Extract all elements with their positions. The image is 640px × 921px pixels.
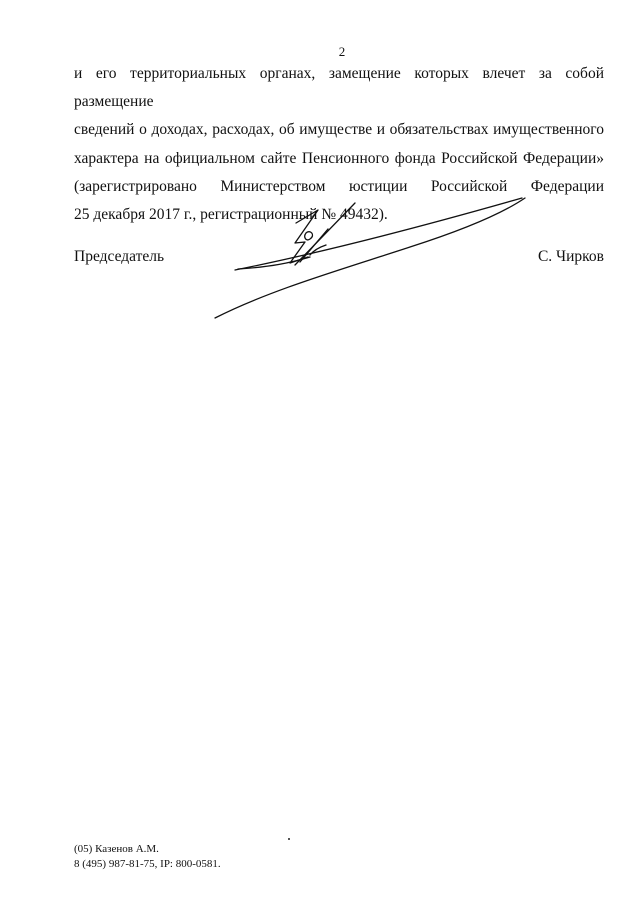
body-line-5: 25 декабря 2017 г., регистрационный № 49432).	[74, 206, 388, 224]
body-line-1: и его территориальных органах, замещение которых влечет за собой размещение	[74, 65, 604, 111]
executor-footer	[74, 842, 221, 872]
executor-name: (05) Казенов А.М.	[74, 843, 159, 855]
page-number: 2	[338, 44, 346, 59]
signatory-name: С. Чирков	[537, 248, 604, 265]
body-line-2: сведений о доходах, расходах, об имуществе и обязательствах имущественного	[74, 121, 604, 139]
executor-phone: 8 (495) 987-81-75, IP: 800-0581.	[74, 858, 221, 870]
scan-speck	[288, 838, 290, 840]
body-line-3: характера на официальном сайте Пенсионного фонда Российской Федерации»	[74, 149, 604, 167]
body-line-4: (зарегистрировано Министерством юстиции Российской Федерации	[74, 177, 604, 195]
signatory-title: Председатель	[74, 248, 165, 265]
signature-block	[74, 248, 604, 270]
